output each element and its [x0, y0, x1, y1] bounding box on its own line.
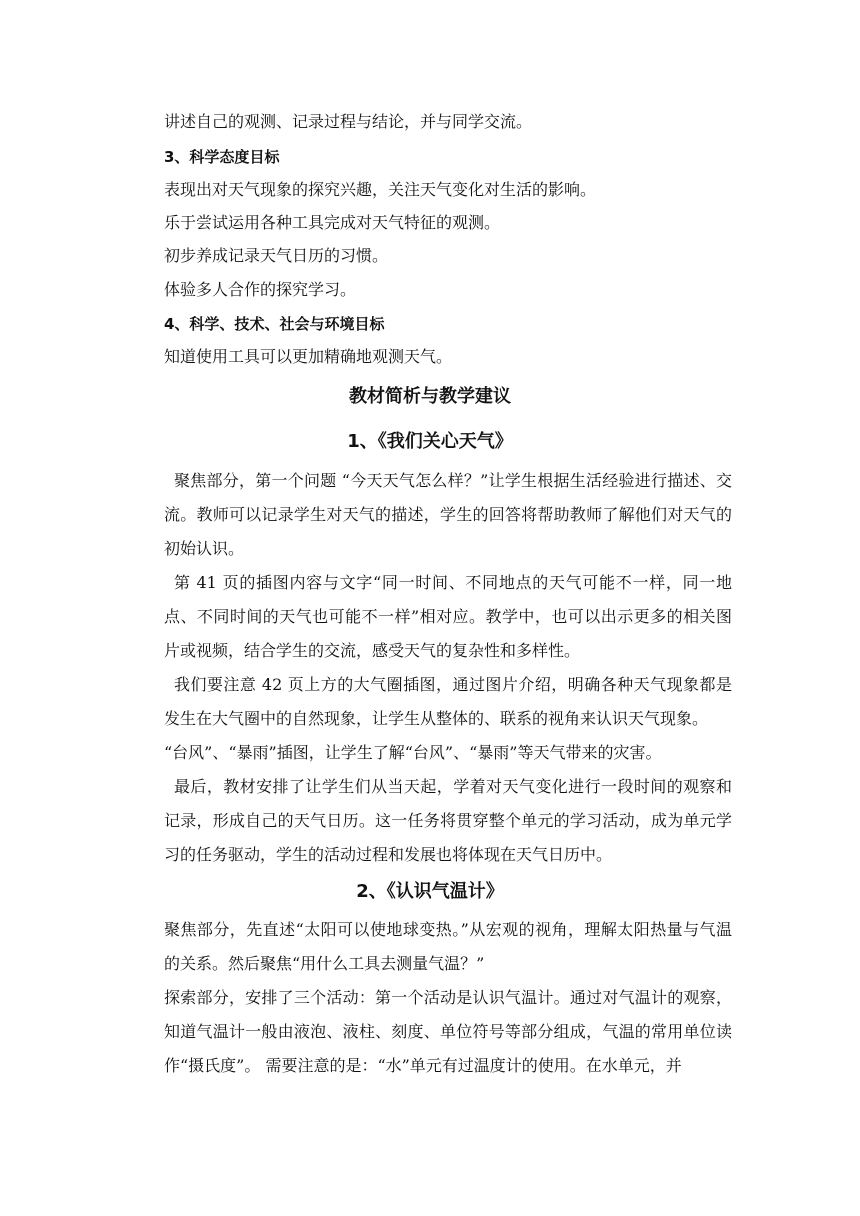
stse-item: 知道使用工具可以更加精确地观测天气。	[164, 347, 453, 366]
lesson-title-2: 2、《认识气温计》	[356, 881, 504, 902]
lesson1-paragraph: 我们要注意 42 页上方的大气圈插图，通过图片介绍，明确各种天气现象都是发生在大气圈中的自然现象，让学生从整体的、联系的视角来认识天气现象。	[164, 675, 732, 728]
lesson1-paragraph: 第 41 页的插图内容与文字“同一时间、不同地点的天气可能不一样，同一地点、不同时间的天气也可能不一样”相对应。教学中，也可以出示更多的相关图片或视频，结合学生的交流，感受天气的复杂性和多样性。	[164, 573, 732, 660]
attitude-item: 初步养成记录天气日历的习惯。	[164, 246, 389, 265]
subheading-attitude-goals: 3、科学态度目标	[164, 148, 280, 166]
attitude-item: 表现出对天气现象的探究兴趣，关注天气变化对生活的影响。	[164, 180, 597, 199]
attitude-item: 乐于尝试运用各种工具完成对天气特征的观测。	[164, 213, 501, 232]
lesson1-paragraph: “台风”、“暴雨”插图，让学生了解“台风”、“暴雨”等天气带来的灾害。	[164, 743, 662, 762]
lesson2-paragraph: 探索部分，安排了三个活动：第一个活动是认识气温计。通过对气温计的观察，知道气温计一般由液泡、液柱、刻度、单位符号等部分组成，气温的常用单位读作“摄氏度”。 需要注意的是：“水”单元有过温度计的使用。在水单元，并	[164, 988, 732, 1075]
lesson1-paragraph: 最后，教材安排了让学生们从当天起，学着对天气变化进行一段时间的观察和记录，形成自己的天气日历。这一任务将贯穿整个单元的学习活动，成为单元学习的任务驱动，学生的活动过程和发展也将体现在天气日历中。	[164, 777, 732, 864]
lesson-title-1: 1、《我们关心天气》	[347, 431, 513, 452]
lesson2-paragraph: 聚焦部分，先直述“太阳可以使地球变热。”从宏观的视角，理解太阳热量与气温的关系。然后聚焦“用什么工具去测量气温？”	[164, 920, 732, 973]
lesson1-paragraph: 聚焦部分，第一个问题 “今天天气怎么样？”让学生根据生活经验进行描述、交流。教师可以记录学生对天气的描述，学生的回答将帮助教师了解他们对天气的初始认识。	[164, 471, 732, 558]
body-line: 讲述自己的观测、记录过程与结论，并与同学交流。	[164, 112, 533, 131]
section-title: 教材简析与教学建议	[349, 386, 511, 407]
attitude-item: 体验多人合作的探究学习。	[164, 280, 357, 299]
subheading-stse-goals: 4、科学、技术、社会与环境目标	[164, 315, 385, 333]
